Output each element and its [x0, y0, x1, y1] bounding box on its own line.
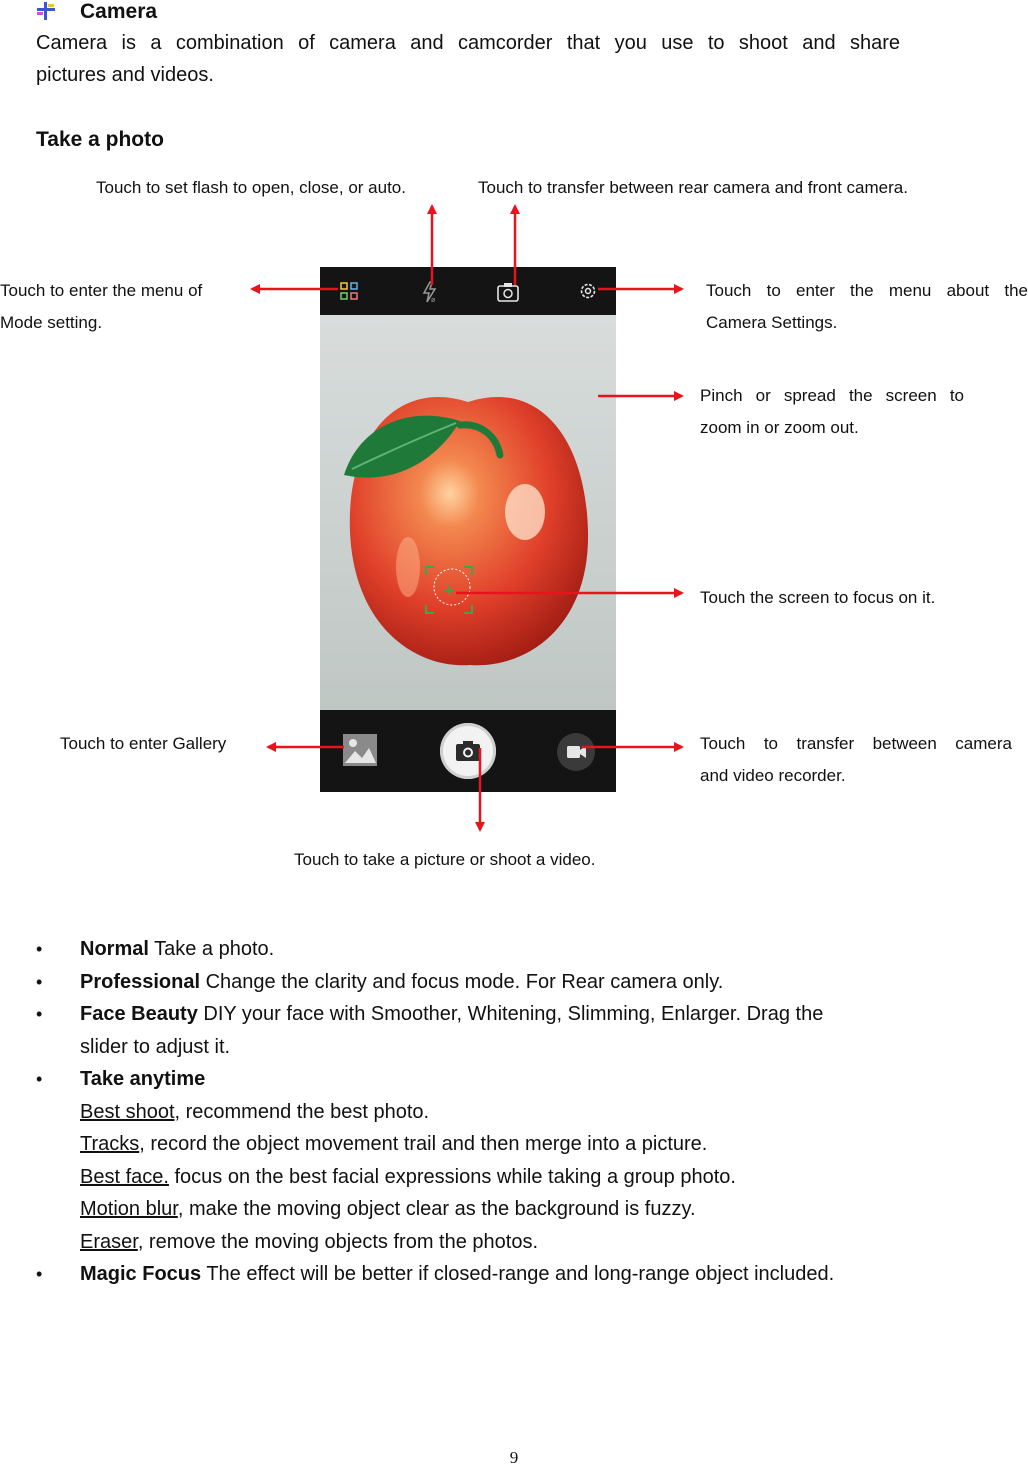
list-item: • Face Beauty DIY your face with Smoother, Whitening, Slimming, Enlarger. Drag the — [36, 998, 936, 1031]
callout-shutter: Touch to take a picture or shoot a video. — [294, 850, 596, 869]
mode-list — [36, 933, 936, 1291]
section-intro-line-2: pictures and videos. — [36, 64, 214, 86]
callout-zoom-line-2: zoom in or zoom out. — [700, 418, 859, 437]
list-item: • Take anytime — [36, 1063, 936, 1096]
svg-text:ø: ø — [431, 297, 436, 303]
callout-settings-line-2: Camera Settings. — [706, 313, 838, 332]
take-anytime-item: Best face. focus on the best facial expressions while taking a group photo. — [80, 1165, 736, 1188]
callout-video-line-1: Touch to transfer between camera — [700, 734, 1012, 753]
section-intro-line-1: Camera is a combination of camera and camcorder that you use to shoot and share — [36, 32, 900, 54]
take-anytime-item: Eraser, remove the moving objects from the photos. — [80, 1230, 539, 1253]
take-anytime-item: Motion blur, make the moving object clear as the background is fuzzy. — [80, 1198, 696, 1220]
section-title: Camera — [80, 0, 158, 23]
list-item-continuation: slider to adjust it. — [80, 1035, 231, 1058]
take-anytime-item: Tracks, record the object movement trail and then merge into a picture. — [80, 1133, 708, 1155]
callout-flash: Touch to set flash to open, close, or auto. — [96, 178, 406, 197]
bullet-icon: • — [36, 1264, 43, 1284]
list-item: • Professional Change the clarity and focus mode. For Rear camera only. — [36, 966, 936, 999]
list-item: • Magic Focus The effect will be better if closed-range and long-range object included. — [36, 1258, 936, 1291]
callout-focus: Touch the screen to focus on it. — [700, 588, 936, 607]
bullet-icon: • — [36, 1069, 43, 1089]
list-item: • Normal Take a photo. — [36, 933, 936, 966]
callout-mode-line-2: Mode setting. — [0, 313, 103, 332]
callout-settings-line-1: Touch to enter the menu about the — [706, 281, 1028, 300]
callout-mode-line-1: Touch to enter the menu of — [0, 281, 203, 300]
page-number: 9 — [509, 1448, 519, 1467]
subsection-title: Take a photo — [36, 128, 164, 151]
callout-zoom-line-1: Pinch or spread the screen to — [700, 386, 964, 405]
bullet-icon: • — [36, 971, 43, 992]
callout-video-line-2: and video recorder. — [700, 766, 846, 785]
bullet-icon: • — [36, 1004, 43, 1024]
callout-gallery: Touch to enter Gallery — [60, 734, 227, 753]
callout-switch-camera: Touch to transfer between rear camera and front camera. — [478, 178, 908, 197]
bullet-icon: • — [36, 939, 43, 959]
take-anytime-item: Best shoot, recommend the best photo. — [80, 1100, 430, 1123]
